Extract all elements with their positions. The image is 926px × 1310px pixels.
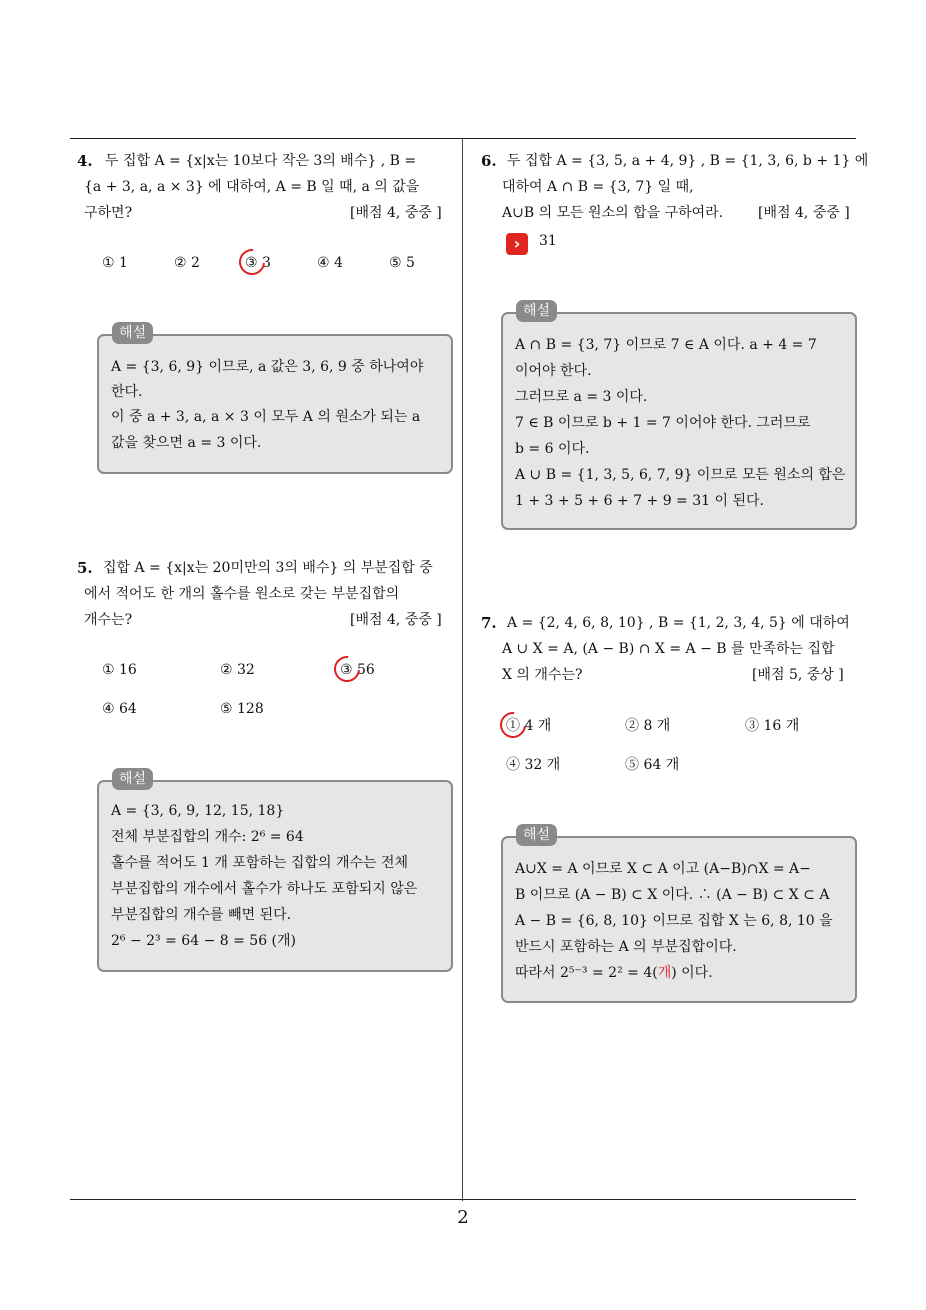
solution-line: 전체 부분집합의 개수: 2⁶ = 64 <box>111 829 304 845</box>
question-line: 구하면? <box>84 205 133 221</box>
question-line: 집합 A = {x|x는 20미만의 3의 배수} 의 부분집합 중 <box>103 560 433 576</box>
option-4[interactable]: ④ 4 <box>317 255 343 271</box>
column-divider <box>462 139 463 1201</box>
solution-line: 반드시 포함하는 A 의 부분집합이다. <box>515 939 737 955</box>
option-3[interactable]: ③ 56 <box>340 660 375 680</box>
question-line: X 의 개수는? <box>502 667 583 683</box>
option-2[interactable]: ② 8 개 <box>625 718 671 734</box>
problem-number: 4. <box>77 152 93 170</box>
solution-line: 홀수를 적어도 1 개 포함하는 집합의 개수는 전체 <box>111 855 409 871</box>
score-tag: [배점 4, 중중 ] <box>350 612 442 628</box>
solution-line: 값을 찾으면 a = 3 이다. <box>111 435 262 451</box>
question-line: {a + 3, a, a × 3} 에 대하여, A = B 일 때, a 의 값을 <box>84 179 420 195</box>
option-4[interactable]: ④ 32 개 <box>506 757 561 773</box>
solution-line: 이 중 a + 3, a, a × 3 이 모두 A 의 원소가 되는 a <box>111 409 421 425</box>
problem-number: 7. <box>481 614 497 632</box>
solution-line: 따라서 2⁵⁻³ = 2² = 4(개) 이다. <box>515 965 713 981</box>
question-line: 두 집합 A = {3, 5, a + 4, 9} , B = {1, 3, 6, b + 1} 에 <box>507 153 869 169</box>
option-2[interactable]: ② 2 <box>174 255 200 271</box>
option-5[interactable]: ⑤ 64 개 <box>625 757 680 773</box>
solution-label: 해설 <box>516 824 557 846</box>
solution-box <box>97 780 453 972</box>
problem-number: 5. <box>77 559 93 577</box>
solution-line: A ∪ B = {1, 3, 5, 6, 7, 9} 이므로 모든 원소의 합은 <box>515 467 846 483</box>
question-line: 개수는? <box>84 612 133 628</box>
solution-line: 1 + 3 + 5 + 6 + 7 + 9 = 31 이 된다. <box>515 493 764 509</box>
question-line: 에서 적어도 한 개의 홀수를 원소로 갖는 부분집합의 <box>84 586 400 602</box>
solution-line: A = {3, 6, 9, 12, 15, 18} <box>111 803 285 819</box>
selected-answer-mark <box>495 707 532 744</box>
answer-value: 31 <box>539 233 557 249</box>
option-1[interactable]: ① 16 <box>102 662 137 678</box>
answer-arrow-icon: › <box>506 233 528 255</box>
page-number: 2 <box>457 1207 469 1228</box>
solution-line: b = 6 이다. <box>515 441 590 457</box>
solution-line: 2⁶ − 2³ = 64 − 8 = 56 (개) <box>111 933 296 949</box>
solution-line: A∪X = A 이므로 X ⊂ A 이고 (A−B)∩X = A− <box>515 861 811 877</box>
selected-answer-mark <box>234 244 271 281</box>
solution-line: 한다. <box>111 384 143 400</box>
solution-line: 이어야 한다. <box>515 363 592 379</box>
option-5[interactable]: ⑤ 5 <box>389 255 415 271</box>
solution-label: 해설 <box>516 300 557 322</box>
solution-line: 그러므로 a = 3 이다. <box>515 389 648 405</box>
option-3[interactable]: ③ 3 <box>245 253 271 273</box>
solution-box <box>97 334 453 474</box>
option-4[interactable]: ④ 64 <box>102 701 137 717</box>
solution-box <box>501 312 857 530</box>
option-5[interactable]: ⑤ 128 <box>220 701 264 717</box>
question-line: 대하여 A ∩ B = {3, 7} 일 때, <box>502 179 694 195</box>
unit-highlight: 개 <box>657 965 672 981</box>
question-line: A∪B 의 모든 원소의 합을 구하여라. <box>502 205 724 221</box>
score-tag: [배점 4, 중중 ] <box>350 205 442 221</box>
score-tag: [배점 4, 중중 ] <box>758 205 850 221</box>
footer-rule <box>70 1199 856 1200</box>
option-1[interactable]: ① 4 개 <box>506 716 551 736</box>
solution-line: A − B = {6, 8, 10} 이므로 집합 X 는 6, 8, 10 을 <box>515 913 833 929</box>
option-2[interactable]: ② 32 <box>220 662 255 678</box>
question-line: A ∪ X = A, (A − B) ∩ X = A − B 를 만족하는 집합 <box>502 641 835 657</box>
solution-line: 부분집합의 개수에서 홀수가 하나도 포함되지 않은 <box>111 881 418 897</box>
option-1[interactable]: ① 1 <box>102 255 128 271</box>
solution-line: A = {3, 6, 9} 이므로, a 값은 3, 6, 9 중 하나여야 <box>111 359 424 375</box>
option-3[interactable]: ③ 16 개 <box>745 718 800 734</box>
solution-line: B 이므로 (A − B) ⊂ X 이다. ∴ (A − B) ⊂ X ⊂ A <box>515 887 830 903</box>
header-rule <box>70 138 856 139</box>
score-tag: [배점 5, 중상 ] <box>752 667 844 683</box>
problem-number: 6. <box>481 152 497 170</box>
question-line: A = {2, 4, 6, 8, 10} , B = {1, 2, 3, 4, 5} 에 대하여 <box>507 615 850 631</box>
question-line: 두 집합 A = {x|x는 10보다 작은 3의 배수} , B = <box>105 153 417 169</box>
solution-line: 7 ∈ B 이므로 b + 1 = 7 이어야 한다. 그러므로 <box>515 415 811 431</box>
solution-label: 해설 <box>112 768 153 790</box>
solution-box <box>501 836 857 1003</box>
solution-label: 해설 <box>112 322 153 344</box>
solution-line: A ∩ B = {3, 7} 이므로 7 ∈ A 이다. a + 4 = 7 <box>515 337 817 353</box>
solution-line: 부분집합의 개수를 빼면 된다. <box>111 907 292 923</box>
selected-answer-mark <box>329 651 366 688</box>
